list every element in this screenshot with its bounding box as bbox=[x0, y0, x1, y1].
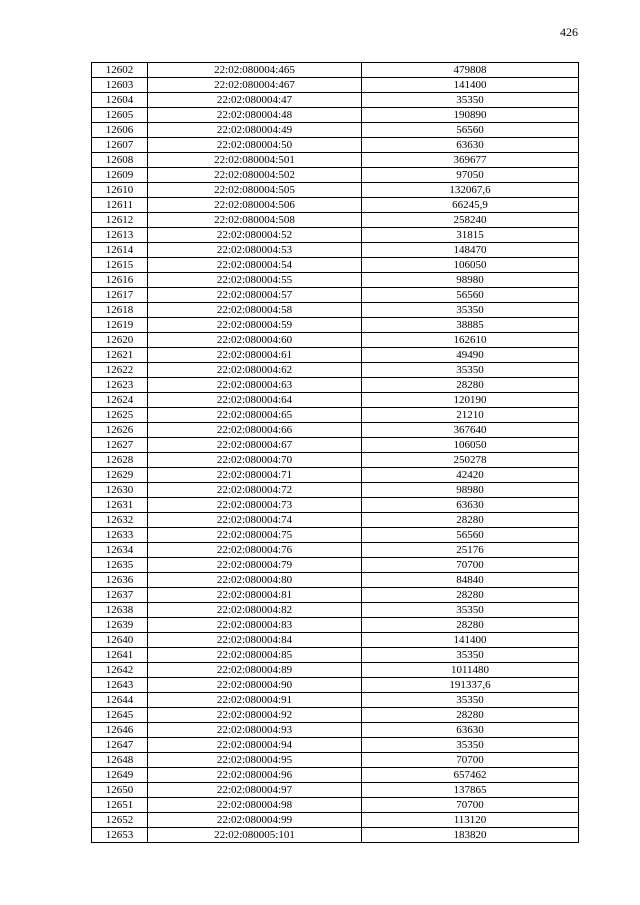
row-number-cell: 12635 bbox=[92, 558, 148, 573]
table-row bbox=[92, 603, 579, 618]
cadastral-number-cell: 22:02:080004:96 bbox=[148, 768, 362, 783]
row-number-cell: 12624 bbox=[92, 393, 148, 408]
row-number-cell: 12628 bbox=[92, 453, 148, 468]
table-row bbox=[92, 93, 579, 108]
row-number-cell: 12614 bbox=[92, 243, 148, 258]
cadastral-number-cell: 22:02:080004:65 bbox=[148, 408, 362, 423]
table-row bbox=[92, 243, 579, 258]
row-number-cell: 12634 bbox=[92, 543, 148, 558]
row-number-cell: 12620 bbox=[92, 333, 148, 348]
cadastral-value-cell: 35350 bbox=[362, 93, 579, 108]
cadastral-number-cell: 22:02:080004:67 bbox=[148, 438, 362, 453]
cadastral-number-cell: 22:02:080004:85 bbox=[148, 648, 362, 663]
table-row bbox=[92, 288, 579, 303]
row-number-cell: 12609 bbox=[92, 168, 148, 183]
table-row bbox=[92, 648, 579, 663]
cadastral-value-cell: 98980 bbox=[362, 483, 579, 498]
row-number-cell: 12606 bbox=[92, 123, 148, 138]
cadastral-value-cell: 28280 bbox=[362, 618, 579, 633]
cadastral-value-cell: 63630 bbox=[362, 723, 579, 738]
cadastral-number-cell: 22:02:080004:71 bbox=[148, 468, 362, 483]
row-number-cell: 12608 bbox=[92, 153, 148, 168]
cadastral-number-cell: 22:02:080004:73 bbox=[148, 498, 362, 513]
cadastral-number-cell: 22:02:080004:98 bbox=[148, 798, 362, 813]
table-row bbox=[92, 738, 579, 753]
row-number-cell: 12626 bbox=[92, 423, 148, 438]
cadastral-number-cell: 22:02:080004:99 bbox=[148, 813, 362, 828]
cadastral-number-cell: 22:02:080004:501 bbox=[148, 153, 362, 168]
table-row bbox=[92, 543, 579, 558]
cadastral-value-cell: 66245,9 bbox=[362, 198, 579, 213]
row-number-cell: 12622 bbox=[92, 363, 148, 378]
cadastral-value-cell: 132067,6 bbox=[362, 183, 579, 198]
table-row bbox=[92, 138, 579, 153]
cadastral-number-cell: 22:02:080004:47 bbox=[148, 93, 362, 108]
table-row bbox=[92, 663, 579, 678]
table-row bbox=[92, 393, 579, 408]
table-row bbox=[92, 78, 579, 93]
table-row bbox=[92, 693, 579, 708]
cadastral-number-cell: 22:02:080004:90 bbox=[148, 678, 362, 693]
cadastral-number-cell: 22:02:080004:62 bbox=[148, 363, 362, 378]
cadastral-number-cell: 22:02:080004:97 bbox=[148, 783, 362, 798]
cadastral-number-cell: 22:02:080004:91 bbox=[148, 693, 362, 708]
table-row bbox=[92, 348, 579, 363]
cadastral-value-cell: 657462 bbox=[362, 768, 579, 783]
cadastral-number-cell: 22:02:080004:50 bbox=[148, 138, 362, 153]
row-number-cell: 12631 bbox=[92, 498, 148, 513]
cadastral-value-cell: 56560 bbox=[362, 123, 579, 138]
table-row bbox=[92, 408, 579, 423]
cadastral-value-cell: 28280 bbox=[362, 588, 579, 603]
row-number-cell: 12623 bbox=[92, 378, 148, 393]
row-number-cell: 12633 bbox=[92, 528, 148, 543]
cadastral-value-cell: 38885 bbox=[362, 318, 579, 333]
cadastral-number-cell: 22:02:080005:101 bbox=[148, 828, 362, 843]
cadastral-value-cell: 35350 bbox=[362, 738, 579, 753]
row-number-cell: 12616 bbox=[92, 273, 148, 288]
cadastral-value-cell: 148470 bbox=[362, 243, 579, 258]
row-number-cell: 12617 bbox=[92, 288, 148, 303]
cadastral-value-cell: 479808 bbox=[362, 63, 579, 78]
table-row bbox=[92, 123, 579, 138]
table-row bbox=[92, 438, 579, 453]
cadastral-value-cell: 1011480 bbox=[362, 663, 579, 678]
cadastral-number-cell: 22:02:080004:95 bbox=[148, 753, 362, 768]
table-row bbox=[92, 573, 579, 588]
cadastral-number-cell: 22:02:080004:505 bbox=[148, 183, 362, 198]
row-number-cell: 12629 bbox=[92, 468, 148, 483]
table-row bbox=[92, 183, 579, 198]
cadastral-number-cell: 22:02:080004:57 bbox=[148, 288, 362, 303]
cadastral-value-cell: 56560 bbox=[362, 528, 579, 543]
table-row bbox=[92, 378, 579, 393]
table-row bbox=[92, 468, 579, 483]
table-row bbox=[92, 633, 579, 648]
row-number-cell: 12639 bbox=[92, 618, 148, 633]
row-number-cell: 12652 bbox=[92, 813, 148, 828]
table-row bbox=[92, 708, 579, 723]
cadastral-value-cell: 25176 bbox=[362, 543, 579, 558]
cadastral-number-cell: 22:02:080004:465 bbox=[148, 63, 362, 78]
cadastral-number-cell: 22:02:080004:63 bbox=[148, 378, 362, 393]
cadastral-value-cell: 31815 bbox=[362, 228, 579, 243]
cadastral-number-cell: 22:02:080004:49 bbox=[148, 123, 362, 138]
table-row bbox=[92, 678, 579, 693]
row-number-cell: 12643 bbox=[92, 678, 148, 693]
cadastral-number-cell: 22:02:080004:84 bbox=[148, 633, 362, 648]
cadastral-number-cell: 22:02:080004:64 bbox=[148, 393, 362, 408]
table-row bbox=[92, 63, 579, 78]
table-row bbox=[92, 198, 579, 213]
row-number-cell: 12610 bbox=[92, 183, 148, 198]
cadastral-value-cell: 98980 bbox=[362, 273, 579, 288]
cadastral-number-cell: 22:02:080004:76 bbox=[148, 543, 362, 558]
table-row bbox=[92, 213, 579, 228]
table-row bbox=[92, 273, 579, 288]
cadastral-value-cell: 162610 bbox=[362, 333, 579, 348]
table-row bbox=[92, 453, 579, 468]
cadastral-value-cell: 28280 bbox=[362, 378, 579, 393]
cadastral-number-cell: 22:02:080004:467 bbox=[148, 78, 362, 93]
cadastral-value-cell: 70700 bbox=[362, 798, 579, 813]
cadastral-number-cell: 22:02:080004:70 bbox=[148, 453, 362, 468]
row-number-cell: 12605 bbox=[92, 108, 148, 123]
row-number-cell: 12602 bbox=[92, 63, 148, 78]
page-number: 426 bbox=[560, 25, 578, 39]
cadastral-number-cell: 22:02:080004:60 bbox=[148, 333, 362, 348]
cadastral-value-cell: 35350 bbox=[362, 648, 579, 663]
cadastral-value-cell: 113120 bbox=[362, 813, 579, 828]
cadastral-number-cell: 22:02:080004:59 bbox=[148, 318, 362, 333]
table-row bbox=[92, 168, 579, 183]
row-number-cell: 12640 bbox=[92, 633, 148, 648]
cadastral-value-cell: 70700 bbox=[362, 753, 579, 768]
cadastral-number-cell: 22:02:080004:53 bbox=[148, 243, 362, 258]
cadastral-number-cell: 22:02:080004:61 bbox=[148, 348, 362, 363]
row-number-cell: 12650 bbox=[92, 783, 148, 798]
table-row bbox=[92, 618, 579, 633]
cadastral-number-cell: 22:02:080004:93 bbox=[148, 723, 362, 738]
table-row bbox=[92, 528, 579, 543]
table-row bbox=[92, 828, 579, 843]
row-number-cell: 12612 bbox=[92, 213, 148, 228]
table-row bbox=[92, 423, 579, 438]
row-number-cell: 12653 bbox=[92, 828, 148, 843]
table-row bbox=[92, 363, 579, 378]
table-row bbox=[92, 753, 579, 768]
row-number-cell: 12648 bbox=[92, 753, 148, 768]
cadastral-value-cell: 106050 bbox=[362, 438, 579, 453]
cadastral-value-cell: 28280 bbox=[362, 708, 579, 723]
cadastral-number-cell: 22:02:080004:54 bbox=[148, 258, 362, 273]
table-row bbox=[92, 723, 579, 738]
cadastral-number-cell: 22:02:080004:506 bbox=[148, 198, 362, 213]
cadastral-value-table bbox=[91, 62, 579, 843]
table-row bbox=[92, 768, 579, 783]
row-number-cell: 12625 bbox=[92, 408, 148, 423]
row-number-cell: 12638 bbox=[92, 603, 148, 618]
row-number-cell: 12604 bbox=[92, 93, 148, 108]
cadastral-value-cell: 106050 bbox=[362, 258, 579, 273]
cadastral-value-cell: 120190 bbox=[362, 393, 579, 408]
table-row bbox=[92, 108, 579, 123]
cadastral-value-cell: 258240 bbox=[362, 213, 579, 228]
cadastral-number-cell: 22:02:080004:55 bbox=[148, 273, 362, 288]
cadastral-value-cell: 250278 bbox=[362, 453, 579, 468]
cadastral-value-cell: 183820 bbox=[362, 828, 579, 843]
cadastral-value-cell: 63630 bbox=[362, 498, 579, 513]
row-number-cell: 12646 bbox=[92, 723, 148, 738]
cadastral-number-cell: 22:02:080004:508 bbox=[148, 213, 362, 228]
row-number-cell: 12613 bbox=[92, 228, 148, 243]
row-number-cell: 12645 bbox=[92, 708, 148, 723]
cadastral-value-cell: 70700 bbox=[362, 558, 579, 573]
table-row bbox=[92, 513, 579, 528]
table-row bbox=[92, 303, 579, 318]
table-row bbox=[92, 333, 579, 348]
cadastral-number-cell: 22:02:080004:48 bbox=[148, 108, 362, 123]
row-number-cell: 12621 bbox=[92, 348, 148, 363]
row-number-cell: 12619 bbox=[92, 318, 148, 333]
cadastral-value-cell: 141400 bbox=[362, 633, 579, 648]
cadastral-value-cell: 63630 bbox=[362, 138, 579, 153]
cadastral-number-cell: 22:02:080004:75 bbox=[148, 528, 362, 543]
table-row bbox=[92, 783, 579, 798]
row-number-cell: 12603 bbox=[92, 78, 148, 93]
table-row bbox=[92, 558, 579, 573]
cadastral-value-cell: 137865 bbox=[362, 783, 579, 798]
table-row bbox=[92, 258, 579, 273]
cadastral-number-cell: 22:02:080004:83 bbox=[148, 618, 362, 633]
cadastral-number-cell: 22:02:080004:89 bbox=[148, 663, 362, 678]
cadastral-number-cell: 22:02:080004:52 bbox=[148, 228, 362, 243]
table-body bbox=[92, 63, 579, 843]
cadastral-number-cell: 22:02:080004:74 bbox=[148, 513, 362, 528]
cadastral-number-cell: 22:02:080004:80 bbox=[148, 573, 362, 588]
cadastral-number-cell: 22:02:080004:92 bbox=[148, 708, 362, 723]
cadastral-value-cell: 141400 bbox=[362, 78, 579, 93]
cadastral-number-cell: 22:02:080004:94 bbox=[148, 738, 362, 753]
row-number-cell: 12611 bbox=[92, 198, 148, 213]
row-number-cell: 12615 bbox=[92, 258, 148, 273]
row-number-cell: 12627 bbox=[92, 438, 148, 453]
cadastral-number-cell: 22:02:080004:72 bbox=[148, 483, 362, 498]
table-row bbox=[92, 153, 579, 168]
row-number-cell: 12647 bbox=[92, 738, 148, 753]
row-number-cell: 12630 bbox=[92, 483, 148, 498]
row-number-cell: 12607 bbox=[92, 138, 148, 153]
table-row bbox=[92, 798, 579, 813]
cadastral-number-cell: 22:02:080004:79 bbox=[148, 558, 362, 573]
cadastral-value-cell: 28280 bbox=[362, 513, 579, 528]
cadastral-value-cell: 21210 bbox=[362, 408, 579, 423]
cadastral-value-cell: 190890 bbox=[362, 108, 579, 123]
cadastral-value-cell: 191337,6 bbox=[362, 678, 579, 693]
table-row bbox=[92, 498, 579, 513]
row-number-cell: 12636 bbox=[92, 573, 148, 588]
cadastral-value-cell: 84840 bbox=[362, 573, 579, 588]
table-row bbox=[92, 813, 579, 828]
cadastral-value-cell: 369677 bbox=[362, 153, 579, 168]
cadastral-number-cell: 22:02:080004:502 bbox=[148, 168, 362, 183]
row-number-cell: 12632 bbox=[92, 513, 148, 528]
table-row bbox=[92, 483, 579, 498]
table-row bbox=[92, 588, 579, 603]
row-number-cell: 12637 bbox=[92, 588, 148, 603]
cadastral-value-cell: 49490 bbox=[362, 348, 579, 363]
cadastral-value-cell: 56560 bbox=[362, 288, 579, 303]
row-number-cell: 12644 bbox=[92, 693, 148, 708]
row-number-cell: 12641 bbox=[92, 648, 148, 663]
cadastral-value-cell: 35350 bbox=[362, 693, 579, 708]
cadastral-number-cell: 22:02:080004:66 bbox=[148, 423, 362, 438]
cadastral-value-cell: 35350 bbox=[362, 303, 579, 318]
row-number-cell: 12618 bbox=[92, 303, 148, 318]
cadastral-value-cell: 35350 bbox=[362, 363, 579, 378]
cadastral-value-cell: 367640 bbox=[362, 423, 579, 438]
row-number-cell: 12642 bbox=[92, 663, 148, 678]
cadastral-number-cell: 22:02:080004:81 bbox=[148, 588, 362, 603]
cadastral-value-cell: 42420 bbox=[362, 468, 579, 483]
cadastral-value-cell: 97050 bbox=[362, 168, 579, 183]
row-number-cell: 12651 bbox=[92, 798, 148, 813]
cadastral-number-cell: 22:02:080004:58 bbox=[148, 303, 362, 318]
row-number-cell: 12649 bbox=[92, 768, 148, 783]
cadastral-number-cell: 22:02:080004:82 bbox=[148, 603, 362, 618]
cadastral-value-cell: 35350 bbox=[362, 603, 579, 618]
table-row bbox=[92, 318, 579, 333]
table-row bbox=[92, 228, 579, 243]
